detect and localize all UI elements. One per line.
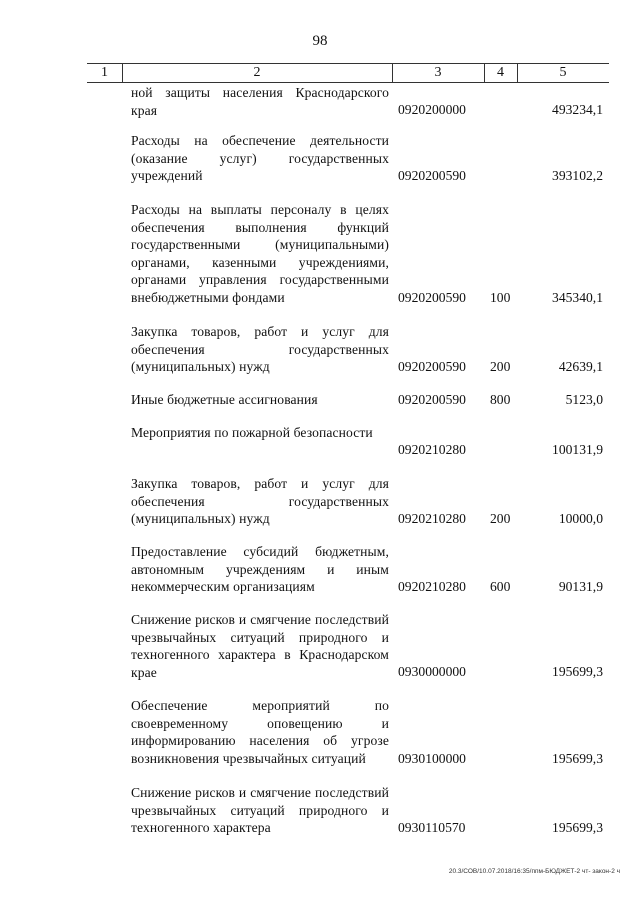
- row-code: 0930110570: [398, 820, 466, 835]
- row-sum: 493234,1: [552, 102, 603, 117]
- row-name: Мероприятия по пожарной безопасности: [131, 425, 373, 440]
- row-name: Обеспечение мероприятий по своевременному оповещению и информированию населения об угрозе возникновения чрезвычайных ситуаций: [131, 698, 389, 766]
- header-col-1: 1: [101, 65, 108, 80]
- row-expense-type: 600: [490, 579, 511, 594]
- row-code: 0920200590: [398, 168, 466, 183]
- row-code: 0920210280: [398, 511, 466, 526]
- row-sum: 195699,3: [552, 820, 603, 835]
- row-code: 0920200590: [398, 359, 466, 374]
- row-name: Снижение рисков и смягчение последствий чрезвычайных ситуаций природного и техногенного характера: [131, 785, 389, 835]
- row-sum: 5123,0: [565, 392, 603, 407]
- row-code: 0930100000: [398, 751, 466, 766]
- row-sum: 195699,3: [552, 664, 603, 679]
- row-name: Снижение рисков и смягчение последствий чрезвычайных ситуаций природного и техногенного характера в Краснодарском крае: [131, 612, 389, 680]
- row-expense-type: 100: [490, 290, 511, 305]
- header-col-2: 2: [253, 65, 261, 80]
- row-sum: 42639,1: [558, 359, 603, 374]
- row-name: Иные бюджетные ассигнования: [131, 392, 318, 407]
- row-name: Закупка товаров, работ и услуг для обеспечения государственных (муниципальных) нужд: [131, 324, 389, 374]
- row-code: 0930000000: [398, 664, 466, 679]
- row-code: 0920210280: [398, 442, 466, 457]
- row-expense-type: 200: [490, 511, 511, 526]
- header-col-5: 5: [559, 65, 567, 80]
- row-name: ной защиты населения Краснодарского края: [131, 85, 389, 118]
- row-sum: 195699,3: [552, 751, 603, 766]
- row-code: 0920210280: [398, 579, 466, 594]
- page-number: 98: [312, 33, 328, 49]
- row-sum: 90131,9: [558, 579, 603, 594]
- row-code: 0920200000: [398, 102, 466, 117]
- row-name: Закупка товаров, работ и услуг для обеспечения государственных (муниципальных) нужд: [131, 476, 389, 526]
- footer-stamp: 20.3/СОВ/10.07.2018/16:35/ппм-БЮДЖЕТ-2 чт- закон-2 ч: [448, 868, 620, 875]
- row-expense-type: 800: [490, 392, 511, 407]
- table-header: [87, 63, 609, 83]
- header-col-3: 3: [434, 65, 442, 80]
- row-name: Предоставление субсидий бюджетным, автономным учреждениям и иным некоммерческим организациям: [131, 544, 389, 594]
- row-code: 0920200590: [398, 392, 466, 407]
- row-sum: 393102,2: [552, 168, 603, 183]
- row-name: Расходы на выплаты персоналу в целях обеспечения выполнения функций государственными (муниципальными) органами, казенными учреждениями, органами управления государственными внебюджетными фондами: [131, 202, 389, 305]
- header-col-4: 4: [497, 65, 504, 80]
- row-sum: 10000,0: [558, 511, 603, 526]
- row-code: 0920200590: [398, 290, 466, 305]
- row-sum: 100131,9: [552, 442, 603, 457]
- row-sum: 345340,1: [552, 290, 603, 305]
- row-expense-type: 200: [490, 359, 511, 374]
- row-name: Расходы на обеспечение деятельности (оказание услуг) государственных учреждений: [131, 133, 389, 183]
